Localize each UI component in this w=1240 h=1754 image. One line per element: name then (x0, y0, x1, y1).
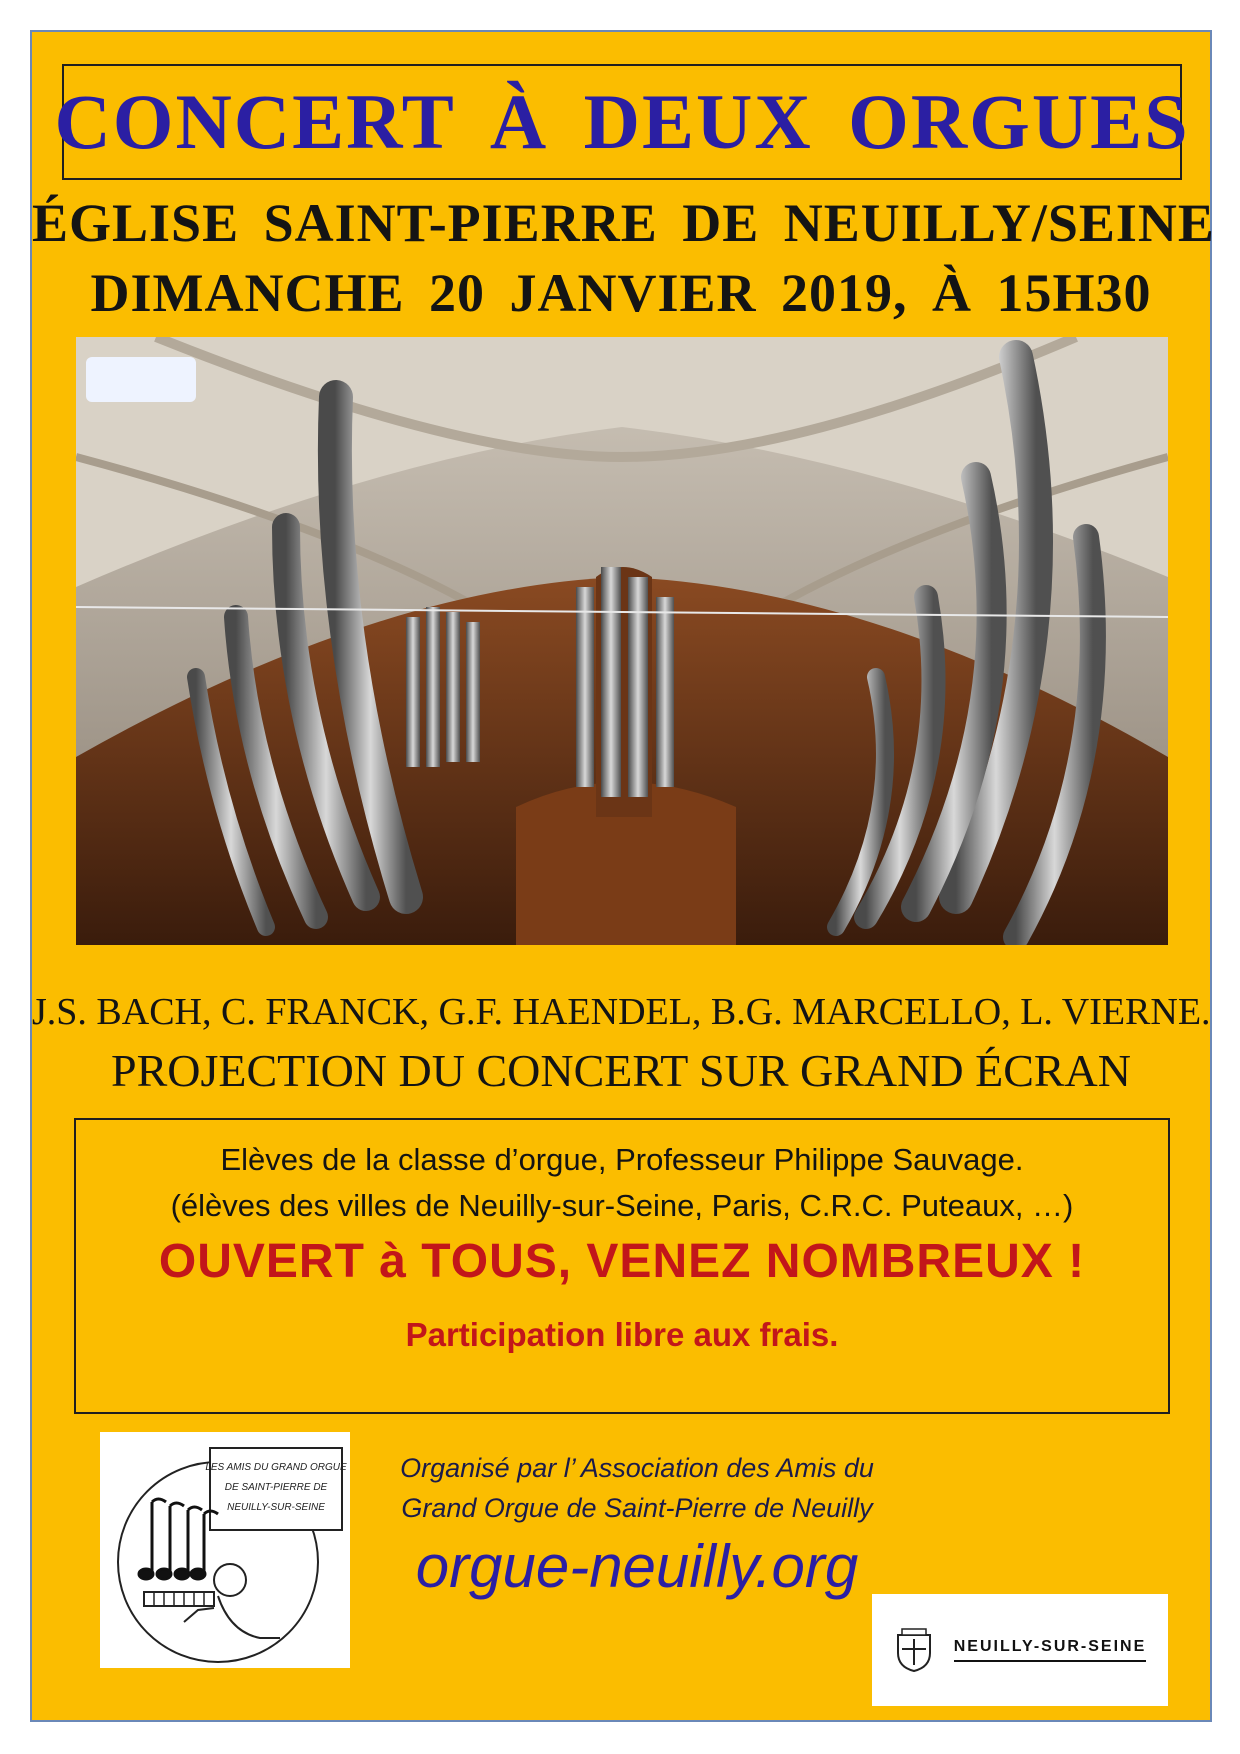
organizer-text (372, 1448, 902, 1528)
info-box (74, 1118, 1170, 1414)
participation-line: Participation libre aux frais. (405, 1316, 839, 1353)
city-name: NEUILLY-SUR-SEINE (954, 1638, 1147, 1662)
organizer-line-2: Grand Orgue de Saint-Pierre de Neuilly (401, 1493, 873, 1523)
website-link[interactable]: orgue-neuilly.org (415, 1533, 859, 1600)
association-logo (100, 1432, 350, 1668)
title-frame (54, 64, 1190, 180)
logo-text-3: NEUILLY-SUR-SEINE (227, 1502, 325, 1513)
organist-drawing-icon (100, 1432, 350, 1668)
city-logo (872, 1594, 1168, 1706)
concert-title: CONCERT À DEUX ORGUES (54, 78, 1190, 165)
students-line: Elèves de la classe d’orgue, Professeur Philippe Sauvage. (220, 1142, 1024, 1177)
organ-photo (76, 337, 1168, 945)
logo-text-2: DE SAINT-PIERRE DE (224, 1482, 328, 1493)
projection-line: PROJECTION DU CONCERT SUR GRAND ÉCRAN (111, 1045, 1131, 1096)
city-crest-icon (894, 1627, 934, 1673)
venue-line: ÉGLISE SAINT-PIERRE DE NEUILLY/SEINE (32, 193, 1215, 253)
organ-pipes-image (76, 337, 1168, 945)
composers-line: J.S. BACH, C. FRANCK, G.F. HAENDEL, B.G. MARCELLO, L. VIERNE. (32, 991, 1211, 1033)
logo-text-1: LES AMIS DU GRAND ORGUE (205, 1462, 347, 1473)
cities-line: (élèves des villes de Neuilly-sur-Seine, Paris, C.R.C. Puteaux, …) (170, 1188, 1074, 1223)
organizer-line-1: Organisé par l’ Association des Amis du (400, 1453, 874, 1483)
date-line: DIMANCHE 20 JANVIER 2019, À 15H30 (90, 263, 1152, 323)
open-to-all-line: OUVERT à TOUS, VENEZ NOMBREUX ! (158, 1235, 1086, 1288)
poster (30, 30, 1215, 1722)
